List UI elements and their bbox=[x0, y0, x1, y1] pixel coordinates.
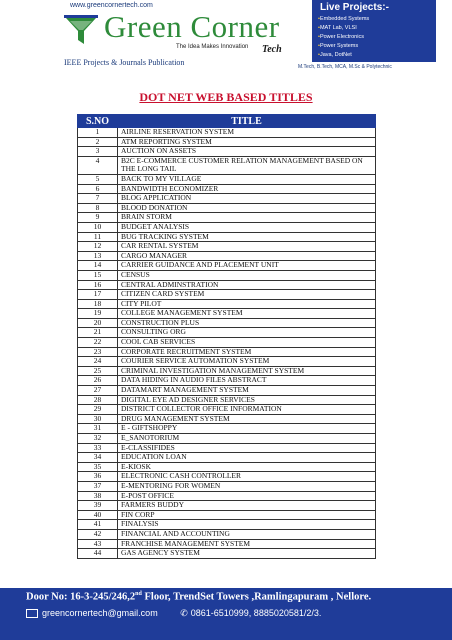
row-title: B2C E-COMMERCE CUSTOMER RELATION MANAGEMENT BASED ON THE LONG TAIL bbox=[118, 156, 376, 174]
row-sno: 30 bbox=[78, 414, 118, 424]
row-title: AIRLINE RESERVATION SYSTEM bbox=[118, 128, 376, 138]
row-title: CAR RENTAL SYSTEM bbox=[118, 242, 376, 252]
titles-table bbox=[77, 114, 376, 559]
table-row bbox=[78, 280, 376, 290]
row-sno: 18 bbox=[78, 299, 118, 309]
table-row bbox=[78, 357, 376, 367]
row-sno: 32 bbox=[78, 434, 118, 444]
table-row bbox=[78, 156, 376, 174]
table-row bbox=[78, 232, 376, 242]
footer-phones[interactable]: 0861-6510999, 8885020581/2/3. bbox=[190, 608, 322, 618]
table-row bbox=[78, 347, 376, 357]
row-sno: 28 bbox=[78, 395, 118, 405]
row-title: BLOG APPLICATION bbox=[118, 194, 376, 204]
brand-name: Green Corner bbox=[104, 9, 280, 44]
degrees-offered: M.Tech, B.Tech, MCA, M.Sc & Polytechnic bbox=[298, 64, 392, 70]
table-header-row bbox=[78, 115, 376, 128]
row-title: ELECTRONIC CASH CONTROLLER bbox=[118, 472, 376, 482]
table-row bbox=[78, 376, 376, 386]
row-sno: 23 bbox=[78, 347, 118, 357]
row-title: BLOOD DONATION bbox=[118, 203, 376, 213]
table-row bbox=[78, 424, 376, 434]
table-row bbox=[78, 405, 376, 415]
table-row bbox=[78, 338, 376, 348]
row-sno: 3 bbox=[78, 147, 118, 157]
live-project-item: • MAT Lab, VLSI bbox=[318, 24, 369, 33]
row-title: DIGITAL EYE AD DESIGNER SERVICES bbox=[118, 395, 376, 405]
row-sno: 1 bbox=[78, 128, 118, 138]
row-title: CARGO MANAGER bbox=[118, 251, 376, 261]
row-title: E-CLASSIFIDES bbox=[118, 443, 376, 453]
row-sno: 44 bbox=[78, 549, 118, 559]
table-row bbox=[78, 510, 376, 520]
live-project-item: • Java, DotNet bbox=[318, 51, 369, 60]
row-title: BUG TRACKING SYSTEM bbox=[118, 232, 376, 242]
row-title: BRAIN STORM bbox=[118, 213, 376, 223]
row-sno: 19 bbox=[78, 309, 118, 319]
table-row bbox=[78, 251, 376, 261]
table-row bbox=[78, 128, 376, 138]
row-title: CITIZEN CARD SYSTEM bbox=[118, 290, 376, 300]
row-sno: 14 bbox=[78, 261, 118, 271]
row-title: E-POST OFFICE bbox=[118, 491, 376, 501]
column-header-title: TITLE bbox=[118, 115, 376, 128]
table-row bbox=[78, 147, 376, 157]
row-title: BANDWIDTH ECONOMIZER bbox=[118, 184, 376, 194]
row-title: FRANCHISE MANAGEMENT SYSTEM bbox=[118, 539, 376, 549]
table-row bbox=[78, 366, 376, 376]
row-title: BACK TO MY VILLAGE bbox=[118, 174, 376, 184]
row-sno: 11 bbox=[78, 232, 118, 242]
table-row bbox=[78, 414, 376, 424]
row-title: AUCTION ON ASSETS bbox=[118, 147, 376, 157]
row-sno: 25 bbox=[78, 366, 118, 376]
table-row bbox=[78, 434, 376, 444]
row-sno: 37 bbox=[78, 481, 118, 491]
table-row bbox=[78, 174, 376, 184]
row-sno: 17 bbox=[78, 290, 118, 300]
table-row bbox=[78, 520, 376, 530]
table-row bbox=[78, 184, 376, 194]
row-title: COLLEGE MANAGEMENT SYSTEM bbox=[118, 309, 376, 319]
table-row bbox=[78, 290, 376, 300]
row-sno: 12 bbox=[78, 242, 118, 252]
table-row bbox=[78, 203, 376, 213]
row-title: DATA HIDING IN AUDIO FILES ABSTRACT bbox=[118, 376, 376, 386]
table-row bbox=[78, 270, 376, 280]
row-sno: 5 bbox=[78, 174, 118, 184]
row-sno: 16 bbox=[78, 280, 118, 290]
row-sno: 13 bbox=[78, 251, 118, 261]
address-superscript: nd bbox=[135, 591, 142, 597]
table-row bbox=[78, 386, 376, 396]
row-title: E-MENTORING FOR WOMEN bbox=[118, 481, 376, 491]
table-row bbox=[78, 549, 376, 559]
row-sno: 40 bbox=[78, 510, 118, 520]
row-sno: 36 bbox=[78, 472, 118, 482]
row-sno: 27 bbox=[78, 386, 118, 396]
table-row bbox=[78, 529, 376, 539]
brand-tech: Tech bbox=[262, 44, 282, 55]
row-sno: 7 bbox=[78, 194, 118, 204]
row-sno: 42 bbox=[78, 529, 118, 539]
table-row bbox=[78, 539, 376, 549]
table-row bbox=[78, 194, 376, 204]
table-row bbox=[78, 491, 376, 501]
table-row bbox=[78, 299, 376, 309]
row-title: E - GIFTSHOPPY bbox=[118, 424, 376, 434]
footer-contact bbox=[26, 608, 321, 619]
table-row bbox=[78, 328, 376, 338]
row-title: E-KIOSK bbox=[118, 462, 376, 472]
row-title: CITY PILOT bbox=[118, 299, 376, 309]
row-title: COURIER SERVICE AUTOMATION SYSTEM bbox=[118, 357, 376, 367]
table-row bbox=[78, 472, 376, 482]
table-row bbox=[78, 213, 376, 223]
row-sno: 4 bbox=[78, 156, 118, 174]
address-line-end: Floor, TrendSet Towers ,Ramlingapuram , Nellore. bbox=[141, 591, 372, 603]
table-row bbox=[78, 501, 376, 511]
row-title: BUDGET ANALYSIS bbox=[118, 222, 376, 232]
live-project-item: • Power Electronics bbox=[318, 33, 369, 42]
live-project-item: • Power Systems bbox=[318, 42, 369, 51]
page-footer bbox=[0, 588, 452, 640]
row-sno: 29 bbox=[78, 405, 118, 415]
row-sno: 8 bbox=[78, 203, 118, 213]
table-row bbox=[78, 462, 376, 472]
live-project-item: • Embedded Systems bbox=[318, 15, 369, 24]
row-title: DATAMART MANAGEMENT SYSTEM bbox=[118, 386, 376, 396]
row-title: FARMERS BUDDY bbox=[118, 501, 376, 511]
row-sno: 34 bbox=[78, 453, 118, 463]
website-url[interactable]: www.greencornertech.com bbox=[70, 2, 153, 9]
row-title: CORPORATE RECRUITMENT SYSTEM bbox=[118, 347, 376, 357]
column-header-sno: S.NO bbox=[78, 115, 118, 128]
row-title: E_SANOTORIUM bbox=[118, 434, 376, 444]
row-sno: 22 bbox=[78, 338, 118, 348]
row-sno: 24 bbox=[78, 357, 118, 367]
table-row bbox=[78, 242, 376, 252]
row-title: ATM REPORTING SYSTEM bbox=[118, 137, 376, 147]
mail-icon bbox=[26, 609, 38, 618]
row-title: FINANCIAL AND ACCOUNTING bbox=[118, 529, 376, 539]
row-sno: 9 bbox=[78, 213, 118, 223]
row-title: CENTRAL ADMINSTRATION bbox=[118, 280, 376, 290]
row-sno: 41 bbox=[78, 520, 118, 530]
row-sno: 33 bbox=[78, 443, 118, 453]
row-sno: 26 bbox=[78, 376, 118, 386]
table-row bbox=[78, 318, 376, 328]
row-sno: 10 bbox=[78, 222, 118, 232]
ieee-publication: IEEE Projects & Journals Publication bbox=[64, 58, 185, 67]
row-sno: 31 bbox=[78, 424, 118, 434]
row-title: CARRIER GUIDANCE AND PLACEMENT UNIT bbox=[118, 261, 376, 271]
row-title: CRIMINAL INVESTIGATION MANAGEMENT SYSTEM bbox=[118, 366, 376, 376]
row-sno: 38 bbox=[78, 491, 118, 501]
table-row bbox=[78, 481, 376, 491]
row-title: CENSUS bbox=[118, 270, 376, 280]
table-row bbox=[78, 453, 376, 463]
logo-funnel-icon bbox=[64, 14, 98, 48]
row-title: FIN CORP bbox=[118, 510, 376, 520]
live-projects-list bbox=[318, 15, 369, 60]
row-title: DISTRICT COLLECTOR OFFICE INFORMATION bbox=[118, 405, 376, 415]
footer-email[interactable]: greencornertech@gmail.com bbox=[42, 608, 158, 618]
table-row bbox=[78, 309, 376, 319]
row-title: FINALYSIS bbox=[118, 520, 376, 530]
table-row bbox=[78, 137, 376, 147]
row-sno: 6 bbox=[78, 184, 118, 194]
page-title: DOT NET WEB BASED TITLES bbox=[139, 90, 313, 104]
footer-address bbox=[26, 591, 371, 603]
table-row bbox=[78, 261, 376, 271]
row-sno: 2 bbox=[78, 137, 118, 147]
row-title: CONSULTING ORG bbox=[118, 328, 376, 338]
phone-icon: ✆ bbox=[180, 608, 188, 618]
row-sno: 43 bbox=[78, 539, 118, 549]
table-row bbox=[78, 395, 376, 405]
brand-tagline: The Idea Makes Innovation bbox=[176, 44, 249, 50]
row-title: COOL CAB SERVICES bbox=[118, 338, 376, 348]
table-row bbox=[78, 222, 376, 232]
row-sno: 35 bbox=[78, 462, 118, 472]
page-header bbox=[0, 0, 452, 78]
row-title: DRUG MANAGEMENT SYSTEM bbox=[118, 414, 376, 424]
table-body bbox=[78, 128, 376, 559]
row-sno: 15 bbox=[78, 270, 118, 280]
row-title: EDUCATION LOAN bbox=[118, 453, 376, 463]
row-sno: 39 bbox=[78, 501, 118, 511]
table-row bbox=[78, 443, 376, 453]
live-projects-box bbox=[312, 0, 436, 62]
row-title: CONSTRUCTION PLUS bbox=[118, 318, 376, 328]
row-sno: 21 bbox=[78, 328, 118, 338]
live-projects-title: Live Projects:- bbox=[320, 2, 389, 13]
row-title: GAS AGENCY SYSTEM bbox=[118, 549, 376, 559]
address-line-start: Door No: 16-3-245/246,2 bbox=[26, 591, 136, 603]
row-sno: 20 bbox=[78, 318, 118, 328]
